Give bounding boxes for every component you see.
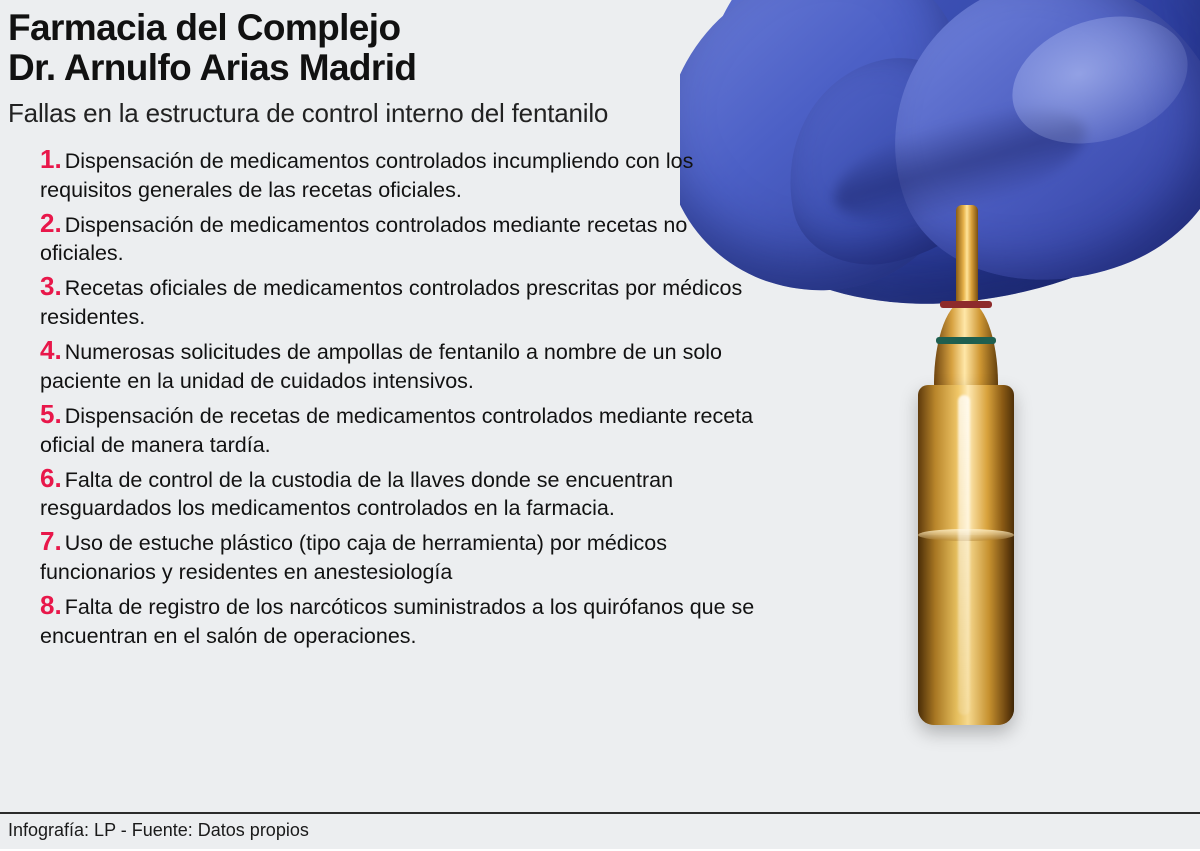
list-item-number: 5. [40, 398, 62, 429]
list-item [40, 589, 760, 651]
list-item-text: Recetas oficiales de medicamentos controlados prescritas por médicos residentes. [40, 276, 743, 330]
failures-list [0, 143, 760, 651]
page-title [0, 0, 760, 88]
list-item-text: Uso de estuche plástico (tipo caja de herramienta) por médicos funcionarios y residentes en anestesiología [40, 531, 667, 585]
ampoule-red-band [940, 301, 992, 308]
ampoule-green-band [936, 337, 996, 344]
footer-credit: Infografía: LP - Fuente: Datos propios [8, 820, 309, 840]
list-item-text: Dispensación de medicamentos controlados mediante recetas no oficiales. [40, 212, 688, 266]
list-item-text: Dispensación de medicamentos controlados incumpliendo con los requisitos generales de las recetas oficiales. [40, 148, 694, 202]
list-item-number: 8. [40, 590, 62, 621]
list-item-number: 6. [40, 462, 62, 493]
list-item-number: 2. [40, 207, 62, 238]
list-item-text: Numerosas solicitudes de ampollas de fentanilo a nombre de un solo paciente en la unidad de cuidados intensivos. [40, 340, 723, 393]
list-item [40, 525, 760, 587]
list-item [40, 207, 760, 269]
page-title-line-1: Farmacia del Complejo [8, 7, 401, 48]
list-item [40, 143, 760, 205]
list-item-text: Falta de registro de los narcóticos suministrados a los quirófanos que se encuentran en el salón de operaciones. [40, 595, 755, 648]
list-item [40, 398, 760, 460]
fentanyl-ampoule [900, 205, 1028, 725]
ampoule-neck [956, 205, 978, 310]
footer-divider [0, 812, 1200, 814]
page-subtitle: Fallas en la estructura de control interno del fentanilo [8, 97, 609, 128]
ampoule-glass-highlight [958, 395, 970, 715]
content-column [0, 0, 760, 653]
list-item [40, 462, 760, 524]
list-item-number: 1. [40, 143, 62, 174]
list-item-text: Dispensación de recetas de medicamentos controlados mediante receta oficial de manera tardía. [40, 403, 754, 457]
list-item-number: 7. [40, 526, 62, 557]
page-title-line-2: Dr. Arnulfo Arias Madrid [8, 46, 417, 88]
list-item [40, 334, 760, 396]
list-item-number: 4. [40, 335, 62, 366]
list-item [40, 270, 760, 332]
list-item-number: 3. [40, 271, 62, 302]
list-item-text: Falta de control de la custodia de la llaves donde se encuentran resguardados los medicamentos controlados en la farmacia. [40, 467, 674, 521]
